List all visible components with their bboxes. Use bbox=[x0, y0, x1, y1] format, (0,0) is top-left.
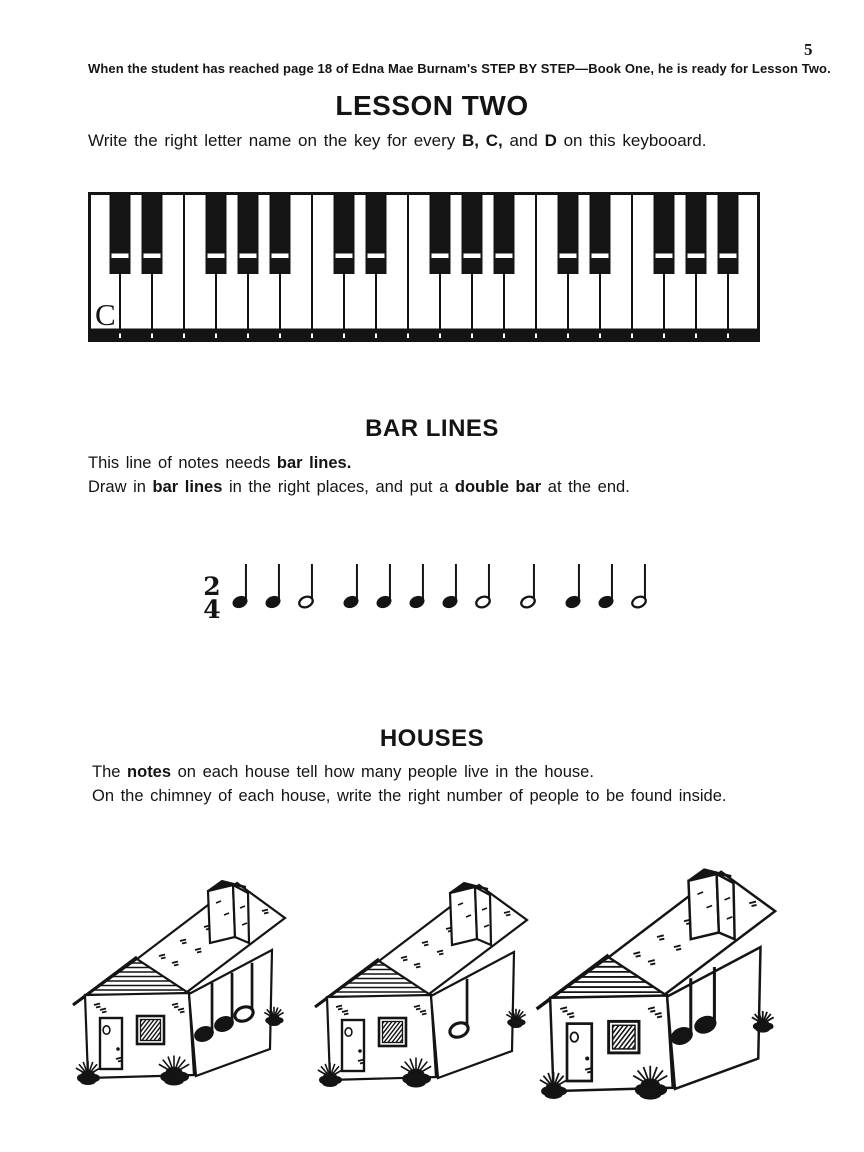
black-key-body bbox=[558, 195, 579, 274]
emphasized-text: double bar bbox=[454, 478, 542, 496]
door-window bbox=[103, 1026, 110, 1034]
mark bbox=[197, 952, 202, 953]
black-key bbox=[110, 195, 131, 274]
front-rail-tick bbox=[407, 334, 409, 339]
staff-quarter-note bbox=[442, 564, 459, 609]
staff-half-note bbox=[520, 564, 537, 609]
black-key-body bbox=[590, 195, 611, 274]
mark bbox=[416, 1009, 421, 1010]
mark bbox=[416, 967, 421, 968]
staff-half-note bbox=[475, 564, 492, 609]
house-figure-2 bbox=[294, 855, 534, 1095]
mark bbox=[448, 931, 453, 932]
black-key-body bbox=[686, 195, 707, 274]
header-note: When the student has reached page 18 of Edna Mae Burnam's STEP BY STEP—Book One, he is ready for Lesson Two. bbox=[88, 61, 831, 76]
front-rail-tick bbox=[279, 334, 281, 339]
bar-lines-instruction-2 bbox=[88, 478, 630, 497]
door-window bbox=[570, 1032, 578, 1041]
mark bbox=[752, 905, 757, 906]
keyboard-front-rail bbox=[90, 329, 758, 340]
black-key-highlight bbox=[560, 254, 577, 259]
black-key-highlight bbox=[368, 254, 385, 259]
black-key-body bbox=[270, 195, 291, 274]
front-rail-tick bbox=[375, 334, 377, 339]
black-key bbox=[686, 195, 707, 274]
black-key bbox=[334, 195, 355, 274]
black-key bbox=[206, 195, 227, 274]
lesson-instruction bbox=[88, 131, 707, 151]
black-key bbox=[558, 195, 579, 274]
front-rail-tick bbox=[503, 334, 505, 339]
page-number: 5 bbox=[804, 40, 813, 59]
time-signature-top: 2 bbox=[203, 572, 221, 601]
staff-half-note bbox=[631, 564, 648, 609]
front-rail-tick bbox=[663, 334, 665, 339]
front-rail-tick bbox=[215, 334, 217, 339]
black-key-highlight bbox=[208, 254, 225, 259]
black-key bbox=[238, 195, 259, 274]
mark bbox=[96, 1007, 101, 1008]
chimney-front bbox=[689, 874, 719, 939]
piano-keyboard-figure bbox=[88, 192, 760, 342]
chimney-front bbox=[208, 885, 235, 943]
mark bbox=[563, 1011, 568, 1012]
staff-quarter-note bbox=[343, 564, 360, 609]
front-rail-tick bbox=[183, 334, 185, 339]
mark bbox=[659, 939, 664, 940]
door-window bbox=[345, 1028, 352, 1036]
black-key bbox=[142, 195, 163, 274]
mark bbox=[650, 1011, 655, 1012]
note-head bbox=[475, 595, 492, 610]
note-head bbox=[298, 595, 315, 610]
mark bbox=[344, 1014, 349, 1015]
mark bbox=[102, 1012, 107, 1013]
house-figure-3 bbox=[513, 838, 783, 1108]
black-key-body bbox=[654, 195, 675, 274]
black-key-body bbox=[238, 195, 259, 274]
chimney-side bbox=[717, 874, 735, 939]
mark bbox=[686, 923, 691, 924]
mark bbox=[182, 943, 187, 944]
houses-instruction-2 bbox=[92, 787, 726, 806]
black-key-body bbox=[206, 195, 227, 274]
black-key-highlight bbox=[464, 254, 481, 259]
black-key bbox=[654, 195, 675, 274]
black-key-highlight bbox=[720, 254, 737, 259]
houses-instruction-1 bbox=[92, 763, 594, 782]
bush-blob bbox=[756, 1025, 770, 1032]
front-rail-tick bbox=[151, 334, 153, 339]
mark bbox=[422, 1014, 427, 1015]
staff-quarter-note bbox=[565, 564, 582, 609]
mark bbox=[161, 958, 166, 959]
plain-text: Draw in bbox=[88, 478, 153, 496]
staff-quarter-note bbox=[232, 564, 249, 609]
mark bbox=[118, 1061, 123, 1062]
black-key bbox=[494, 195, 515, 274]
black-key-body bbox=[718, 195, 739, 274]
door-knob bbox=[116, 1047, 120, 1051]
black-key bbox=[270, 195, 291, 274]
black-key-highlight bbox=[240, 254, 257, 259]
mark bbox=[264, 913, 269, 914]
black-key-highlight bbox=[144, 254, 161, 259]
houses-title: HOUSES bbox=[379, 725, 485, 752]
black-key-body bbox=[110, 195, 131, 274]
plain-text: and bbox=[502, 131, 545, 150]
staff-quarter-note bbox=[376, 564, 393, 609]
front-rail-tick bbox=[119, 334, 121, 339]
plain-text: On the chimney of each house, write the right number of people to be found inside. bbox=[92, 787, 727, 805]
plain-text: Write the right letter name on the key for every bbox=[88, 131, 463, 150]
plain-text: on each house tell how many people live in the house. bbox=[171, 763, 594, 781]
mark bbox=[676, 949, 681, 950]
emphasized-text: bar lines. bbox=[276, 454, 352, 472]
front-rail-tick bbox=[311, 334, 313, 339]
black-key-highlight bbox=[432, 254, 449, 259]
emphasized-text: bar lines bbox=[152, 478, 223, 496]
chimney bbox=[208, 881, 249, 943]
mark bbox=[338, 1009, 343, 1010]
black-key bbox=[590, 195, 611, 274]
black-key-body bbox=[334, 195, 355, 274]
note-head bbox=[520, 595, 537, 610]
door-knob bbox=[358, 1049, 362, 1053]
bar-lines-title: BAR LINES bbox=[365, 415, 499, 442]
time-signature bbox=[203, 572, 220, 624]
front-rail-tick bbox=[471, 334, 473, 339]
bush-blob bbox=[322, 1079, 338, 1087]
chimney bbox=[689, 870, 735, 940]
staff-quarter-note bbox=[409, 564, 426, 609]
front-rail-tick bbox=[567, 334, 569, 339]
black-key-highlight bbox=[592, 254, 609, 259]
mark bbox=[587, 1071, 592, 1072]
chimney-front bbox=[450, 887, 477, 945]
staff-quarter-note bbox=[265, 564, 282, 609]
black-key bbox=[462, 195, 483, 274]
black-key-body bbox=[366, 195, 387, 274]
front-rail-tick bbox=[343, 334, 345, 339]
black-key-highlight bbox=[272, 254, 289, 259]
mark bbox=[506, 915, 511, 916]
front-rail-tick bbox=[631, 334, 633, 339]
front-rail-tick bbox=[727, 334, 729, 339]
emphasized-text: D bbox=[544, 131, 557, 150]
bush-blob bbox=[545, 1090, 563, 1099]
chimney bbox=[450, 883, 491, 945]
mark bbox=[569, 1016, 574, 1017]
black-key-highlight bbox=[688, 254, 705, 259]
mark bbox=[360, 1063, 365, 1064]
black-key bbox=[366, 195, 387, 274]
emphasized-text: notes bbox=[127, 763, 172, 781]
staff-half-note bbox=[298, 564, 315, 609]
mark bbox=[650, 963, 655, 964]
plain-text: in the right places, and put a bbox=[222, 478, 455, 496]
note-head bbox=[631, 595, 648, 610]
black-key-body bbox=[462, 195, 483, 274]
staff-quarter-note bbox=[598, 564, 615, 609]
plain-text: This line of notes needs bbox=[88, 454, 277, 472]
bush-blob bbox=[268, 1020, 281, 1026]
music-notes-line-figure bbox=[195, 560, 665, 626]
plain-text: The bbox=[92, 763, 128, 781]
black-key bbox=[718, 195, 739, 274]
emphasized-text: B, C, bbox=[462, 131, 503, 150]
chimney-side bbox=[475, 887, 491, 945]
keyboard-c-label: C bbox=[95, 297, 116, 332]
house-figure-1 bbox=[52, 853, 292, 1093]
black-key-body bbox=[142, 195, 163, 274]
plain-text: at the end. bbox=[541, 478, 630, 496]
mark bbox=[657, 1016, 662, 1017]
time-signature-bottom: 4 bbox=[203, 595, 221, 624]
chimney-side bbox=[233, 885, 249, 943]
mark bbox=[403, 960, 408, 961]
bush-blob bbox=[164, 1076, 184, 1086]
black-key-highlight bbox=[112, 254, 129, 259]
front-rail-tick bbox=[247, 334, 249, 339]
black-key-body bbox=[494, 195, 515, 274]
lesson-title: LESSON TWO bbox=[335, 90, 529, 121]
bush-blob bbox=[406, 1078, 426, 1088]
mark bbox=[636, 956, 641, 957]
black-key-body bbox=[430, 195, 451, 274]
bush-blob bbox=[639, 1088, 662, 1099]
mark bbox=[439, 954, 444, 955]
front-rail-tick bbox=[535, 334, 537, 339]
black-key-highlight bbox=[656, 254, 673, 259]
bar-lines-instruction-1 bbox=[88, 454, 351, 473]
front-rail-tick bbox=[439, 334, 441, 339]
mark bbox=[174, 965, 179, 966]
bush-blob bbox=[80, 1077, 96, 1085]
mark bbox=[424, 945, 429, 946]
black-key-highlight bbox=[496, 254, 513, 259]
front-rail-tick bbox=[695, 334, 697, 339]
mark bbox=[180, 1012, 185, 1013]
mark bbox=[206, 929, 211, 930]
plain-text: on this keybooard. bbox=[556, 131, 707, 150]
door-knob bbox=[585, 1056, 589, 1060]
black-key bbox=[430, 195, 451, 274]
front-rail-tick bbox=[599, 334, 601, 339]
mark bbox=[174, 1007, 179, 1008]
black-key-highlight bbox=[336, 254, 353, 259]
